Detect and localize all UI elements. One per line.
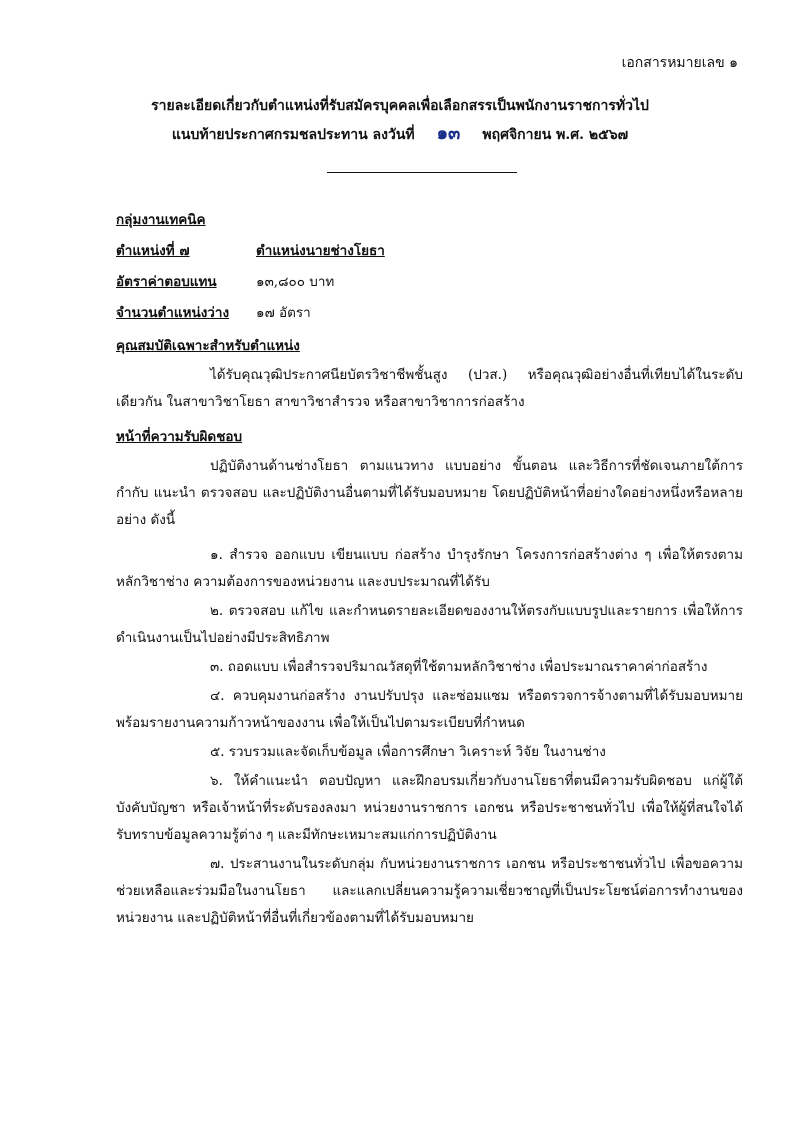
vacancy-value: ๑๗ อัตรา <box>256 305 311 321</box>
qualification-text: ได้รับคุณวุฒิประกาศนียบัตรวิชาชีพชั้นสูง (ปวส.) หรือคุณวุฒิอย่างอื่นที่เทียบได้ในระดับเดียวกัน ในสาขาวิชาโยธา สาขาวิชาสำรวจ หรือสาขาวิชาการก่อสร้าง <box>116 367 743 410</box>
subtitle-day: ๑๓ <box>436 123 461 144</box>
duties-intro: ปฏิบัติงานด้านช่างโยธา ตามแนวทาง แบบอย่าง ขั้นตอน และวิธีการที่ชัดเจนภายใต้การกำกับ แนะนำ ตรวจสอบ และปฏิบัติงานอื่นตามที่ได้รับมอบหมาย โดยปฏิบัติหน้าที่อย่างใดอย่างหนึ่งหรือหลายอย่าง ดังนี้ <box>116 458 743 528</box>
subtitle-prefix: แนบท้ายประกาศกรมชลประทาน ลงวันที่ <box>171 127 415 143</box>
qualification-heading: คุณสมบัติเฉพาะสำหรับตำแหน่ง <box>116 338 300 354</box>
duty-item: ๕. รวบรวมและจัดเก็บข้อมูล เพื่อการศึกษา วิเคราะห์ วิจัย ในงานช่าง <box>210 744 606 760</box>
document-number: เอกสารหมายเลข ๑ <box>621 55 738 71</box>
job-group-heading: กลุ่มงานเทคนิค <box>116 212 206 228</box>
vacancy-row <box>116 298 743 329</box>
duty-item: ๑. สำรวจ ออกแบบ เขียนแบบ ก่อสร้าง บำรุงรักษา โครงการก่อสร้างต่าง ๆ เพื่อให้ตรงตามหลักวิชาช่าง ความต้องการของหน่วยงาน และงบประมาณที่ได้รับ <box>116 547 743 590</box>
salary-row <box>116 267 743 298</box>
salary-value: ๑๓,๘๐๐ บาท <box>256 274 335 290</box>
document-subtitle <box>0 120 800 149</box>
salary-label: อัตราค่าตอบแทน <box>116 274 217 290</box>
subtitle-suffix: พฤศจิกายน พ.ศ. ๒๕๖๗ <box>482 127 629 143</box>
document-body <box>116 205 743 934</box>
duty-item: ๒. ตรวจสอบ แก้ไข และกำหนดรายละเอียดของงานให้ตรงกับแบบรูปและรายการ เพื่อให้การดำเนินงานเป็นไปอย่างมีประสิทธิภาพ <box>116 603 743 646</box>
title-divider <box>327 172 517 173</box>
vacancy-label: จำนวนตำแหน่งว่าง <box>116 305 230 321</box>
duty-item: ๓. ถอดแบบ เพื่อสำรวจปริมาณวัสดุที่ใช้ตามหลักวิชาช่าง เพื่อประมาณราคาค่าก่อสร้าง <box>210 659 708 675</box>
position-value: ตำแหน่งนายช่างโยธา <box>256 243 385 259</box>
duty-item: ๗. ประสานงานในระดับกลุ่ม กับหน่วยงานราชการ เอกชน หรือประชาชนทั่วไป เพื่อขอความช่วยเหลือและร่วมมือในงานโยธา และแลกเปลี่ยนความรู้ความเชี่ยวชาญที่เป็นประโยชน์ต่อการทำงานของหน่วยงาน และปฏิบัติหน้าที่อื่นที่เกี่ยวข้องตามที่ได้รับมอบหมาย <box>116 856 743 926</box>
position-row <box>116 236 743 267</box>
duties-heading: หน้าที่ความรับผิดชอบ <box>116 429 243 445</box>
document-title: รายละเอียดเกี่ยวกับตำแหน่งที่รับสมัครบุคคลเพื่อเลือกสรรเป็นพนักงานราชการทั่วไป <box>151 98 649 114</box>
position-label: ตำแหน่งที่ ๗ <box>116 243 190 259</box>
duty-item: ๔. ควบคุมงานก่อสร้าง งานปรับปรุง และซ่อมแซม หรือตรวจการจ้างตามที่ได้รับมอบหมาย พร้อมรายงานความก้าวหน้าของงาน เพื่อให้เป็นไปตามระเบียบที่กำหนด <box>116 688 743 731</box>
duty-item: ๖. ให้คำแนะนำ ตอบปัญหา และฝึกอบรมเกี่ยวกับงานโยธาที่ตนมีความรับผิดชอบ แก่ผู้ใต้บังคับบัญชา หรือเจ้าหน้าที่ระดับรองลงมา หน่วยงานราชการ เอกชน หรือประชาชนทั่วไป เพื่อให้ผู้ที่สนใจได้รับทราบข้อมูลความรู้ต่าง ๆ และมีทักษะเหมาะสมแก่การปฏิบัติงาน <box>116 773 743 843</box>
